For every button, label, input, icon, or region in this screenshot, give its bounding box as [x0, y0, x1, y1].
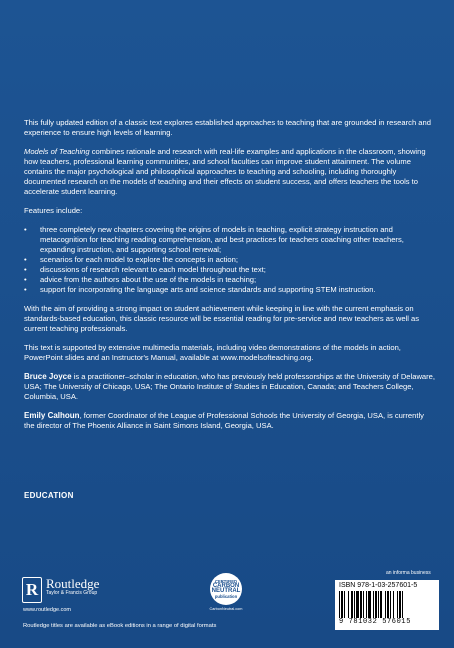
publisher-name: Routledge	[46, 576, 100, 591]
intro-paragraph: This fully updated edition of a classic text explores established approaches to teaching that are grounded in research and experience to ensure high levels of learning.	[24, 118, 431, 137]
barcode-icon	[339, 591, 435, 618]
publisher-website: www.routledge.com	[23, 607, 71, 613]
aim-paragraph: With the aim of providing a strong impact on student achievement while keeping in line with the current emphasis on standards-based education, this classic resource will be essential reading for pre-service and new teachers as well as current teaching professionals.	[24, 304, 420, 333]
routledge-r-icon: R	[22, 577, 42, 603]
badge-line: CARBON	[212, 583, 240, 589]
author-bio-calhoun	[24, 411, 436, 431]
publisher-logo	[22, 577, 99, 603]
isbn-barcode	[335, 580, 439, 630]
description-text: combines rationale and research with real-life examples and applications in the classroom, showing how teachers, professional learning communities, and school faculties can improve student attainment. The volume contains the major psychological and philosophical approaches to teaching and schooling, including thoroughly documented research on the models of teaching and their effects on student success, and offers teachers the tools to accelerate student learning.	[24, 147, 426, 196]
badge-url: CarbonNeutral.com	[209, 607, 243, 611]
feature-item: • discussions of research relevant to each model throughout the text;	[24, 265, 436, 275]
feature-item: • scenarios for each model to explore the concepts in action;	[24, 255, 436, 265]
feature-item: • advice from the authors about the use of the models in teaching;	[24, 275, 436, 285]
badge-line: CERTIFIED	[214, 579, 238, 584]
features-heading: Features include:	[24, 206, 83, 215]
publisher-group: Taylor & Francis Group	[46, 590, 98, 596]
badge-line: publication	[214, 594, 238, 599]
author-bio: , former Coordinator of the League of Professional Schools the University of Georgia, USA, is currently the director of The Phoenix Alliance in Saint Simons Island, Georgia, USA.	[24, 411, 424, 430]
features-list	[24, 225, 436, 295]
informa-label: an informa business	[386, 570, 431, 576]
feature-item: • three completely new chapters covering the origins of models in teaching, explicit strategy instruction and metacognition for teaching reading comprehension, and best practices for teachers coaching other teachers, expanding instruction, and supporting school renewal;	[24, 225, 436, 255]
description-paragraph	[24, 147, 436, 197]
support-paragraph: This text is supported by extensive multimedia materials, including video demonstrations of the models in action, PowerPoint slides and an Instructor's Manual, available at www.modelsofteaching.org.	[24, 343, 401, 362]
feature-item: • support for incorporating the language arts and science standards and supporting STEM instruction.	[24, 285, 436, 295]
ebook-footnote: Routledge titles are available as eBook editions in a range of digital formats	[23, 623, 217, 629]
isbn-number: ISBN 978-1-03-257601-5	[339, 582, 418, 589]
badge-line: NEUTRAL	[211, 588, 241, 594]
carbon-neutral-icon	[210, 573, 242, 605]
author-bio-joyce	[24, 372, 436, 402]
author-name: Bruce Joyce	[24, 372, 72, 381]
subject-category: EDUCATION	[24, 491, 74, 500]
author-name: Emily Calhoun	[24, 411, 80, 420]
back-cover-text	[24, 118, 436, 440]
book-title: Models of Teaching	[24, 147, 90, 156]
isbn-digits: 9 781032 576015	[339, 618, 412, 626]
author-bio: is a practitioner–scholar in education, who has previously held professorships at the University of Delaware, USA; The University of Chicago, USA; The Ontario Institute of Studies in Education, Canada; and Teachers College, Columbia, USA.	[24, 372, 436, 401]
carbon-neutral-badge	[196, 573, 256, 611]
